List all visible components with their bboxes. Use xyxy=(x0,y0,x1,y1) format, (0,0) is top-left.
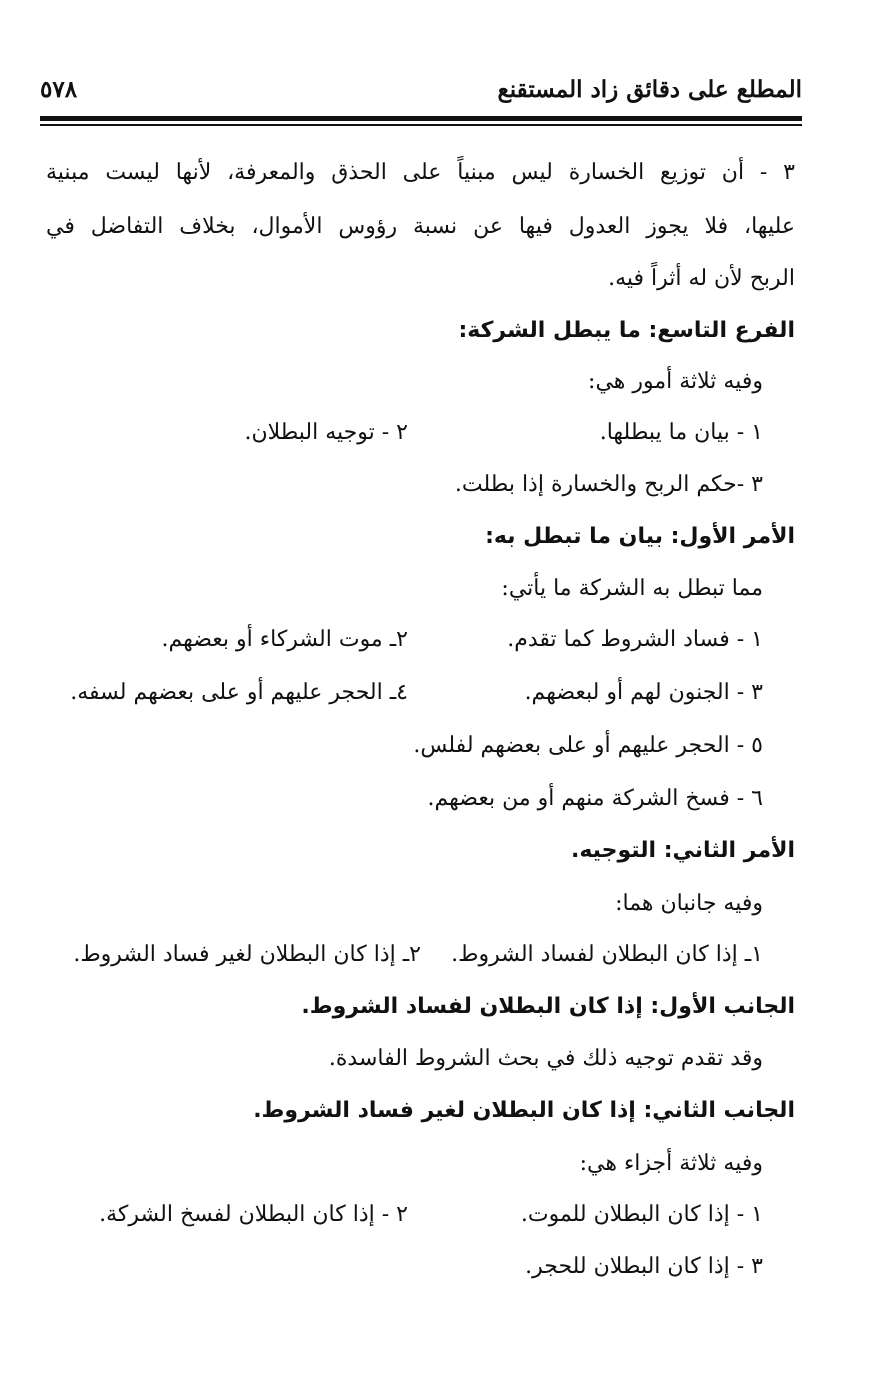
list-item: ٦ - فسخ الشركة منهم أو من بعضهم. xyxy=(427,786,763,811)
list-item: ٢ـ موت الشركاء أو بعضهم. xyxy=(161,627,408,652)
intro-line: مما تبطل به الشركة ما يأتي: xyxy=(501,576,763,601)
book-title: المطلع على دقائق زاد المستقنع xyxy=(497,76,802,103)
list-item: ٢ - توجيه البطلان. xyxy=(244,420,408,445)
list-item: ٣ - إذا كان البطلان للحجر. xyxy=(525,1254,763,1279)
list-item: ١ - فساد الشروط كما تقدم. xyxy=(507,627,763,652)
list-item: ٢ـ إذا كان البطلان لغير فساد الشروط. xyxy=(73,942,421,967)
paragraph-line: وقد تقدم توجيه ذلك في بحث الشروط الفاسدة. xyxy=(328,1046,763,1071)
list-item: ٣ -حكم الربح والخسارة إذا بطلت. xyxy=(454,472,763,497)
list-item: ٤ـ الحجر عليهم أو على بعضهم لسفه. xyxy=(70,680,408,705)
paragraph-line: الربح لأن له أثراً فيه. xyxy=(608,266,795,291)
section-heading: الأمر الثاني: التوجيه. xyxy=(570,838,795,863)
list-item: ١ـ إذا كان البطلان لفساد الشروط. xyxy=(451,942,763,967)
intro-line: وفيه ثلاثة أمور هي: xyxy=(588,369,763,394)
section-heading: الفرع التاسع: ما يبطل الشركة: xyxy=(458,318,795,343)
paragraph-line: عليها، فلا يجوز العدول فيها عن نسبة رؤوس الأموال، بخلاف التفاضل في xyxy=(46,214,795,239)
section-heading: الجانب الأول: إذا كان البطلان لفساد الشروط. xyxy=(301,994,795,1019)
intro-line: وفيه جانبان هما: xyxy=(615,891,763,916)
running-header xyxy=(40,76,802,116)
section-heading: الجانب الثاني: إذا كان البطلان لغير فساد الشروط. xyxy=(253,1098,795,1123)
section-heading: الأمر الأول: بيان ما تبطل به: xyxy=(485,524,795,549)
list-item: ١ - إذا كان البطلان للموت. xyxy=(520,1202,763,1227)
list-item: ١ - بيان ما يبطلها. xyxy=(599,420,763,445)
list-item: ٢ - إذا كان البطلان لفسخ الشركة. xyxy=(99,1202,408,1227)
header-rule-thin xyxy=(40,124,802,126)
header-rule-thick xyxy=(40,116,802,121)
list-item: ٥ - الحجر عليهم أو على بعضهم لفلس. xyxy=(413,733,763,758)
list-item: ٣ - الجنون لهم أو لبعضهم. xyxy=(524,680,763,705)
page-number: ٥٧٨ xyxy=(40,76,78,103)
intro-line: وفيه ثلاثة أجزاء هي: xyxy=(579,1151,763,1176)
paragraph-line: ٣ - أن توزيع الخسارة ليس مبنياً على الحذق والمعرفة، لأنها ليست مبنية xyxy=(46,160,795,185)
